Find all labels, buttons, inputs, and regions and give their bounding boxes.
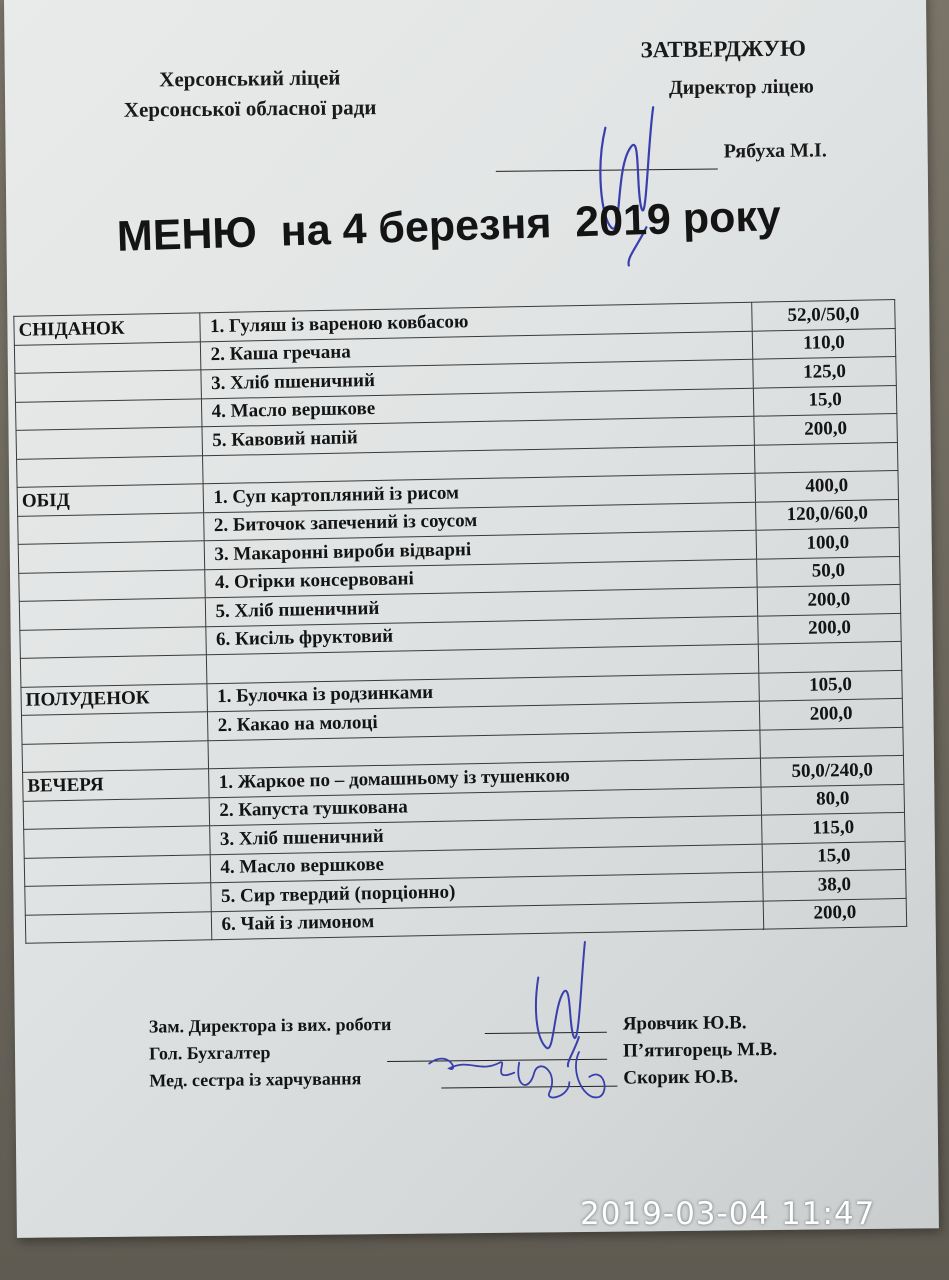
quantity-cell: 15,0	[762, 841, 905, 872]
dish-cell: 5. Хліб пшеничний	[205, 587, 758, 626]
approve-role: Директор ліцею	[668, 75, 815, 100]
meal-cell	[19, 598, 205, 630]
approve-heading: ЗАТВЕРДЖУЮ	[640, 35, 807, 63]
org-line-2: Херсонської обласної ради	[123, 95, 377, 122]
approve-name: Рябуха М.І.	[723, 139, 827, 163]
dish-cell: 4. Масло вершкове	[210, 844, 763, 883]
meal-cell	[18, 512, 204, 544]
meal-cell: ОБІД	[17, 484, 203, 516]
meal-cell	[22, 740, 208, 772]
dish-cell: 3. Макаронні вироби відварні	[204, 530, 757, 569]
quantity-cell	[754, 442, 897, 473]
signature-role: Мед. сестра із харчування	[149, 1068, 362, 1091]
dish-cell: 3. Хліб пшеничний	[209, 815, 762, 854]
meal-cell: ВЕЧЕРЯ	[23, 769, 209, 801]
dish-cell: 6. Кисіль фруктовий	[205, 616, 758, 655]
dish-cell: 5. Кавовий напій	[201, 416, 754, 455]
quantity-cell: 125,0	[753, 356, 896, 387]
dish-cell: 4. Огірки консервовані	[204, 559, 757, 598]
organization-header	[75, 62, 426, 126]
dish-cell: 1. Суп картопляний із рисом	[203, 473, 756, 512]
signature-name: П’ятигорець М.В.	[622, 1038, 778, 1062]
dish-cell: 2. Какао на молоці	[207, 701, 760, 740]
dish-cell: 6. Чай із лимоном	[211, 901, 764, 940]
meal-cell	[15, 398, 201, 430]
dish-cell: 5. Сир твердий (порціонно)	[210, 872, 763, 911]
quantity-cell: 110,0	[752, 328, 895, 359]
menu-table	[13, 299, 907, 944]
approval-block	[474, 35, 875, 179]
signature-name: Скорик Ю.В.	[623, 1066, 739, 1089]
quantity-cell: 120,0/60,0	[756, 499, 899, 530]
meal-cell	[21, 712, 207, 744]
meal-cell	[18, 541, 204, 573]
dish-cell: 2. Каша гречана	[200, 331, 753, 370]
signature-role: Гол. Бухгалтер	[148, 1042, 271, 1064]
meal-cell	[20, 655, 206, 687]
dish-cell: 2. Биточок запечений із соусом	[203, 502, 756, 541]
meal-cell	[25, 911, 211, 943]
quantity-cell	[758, 641, 901, 672]
page-title: МЕНЮ на 4 березня 2019 року	[116, 191, 782, 261]
menu-sheet	[4, 0, 939, 1238]
quantity-cell: 200,0	[763, 898, 906, 929]
dish-cell: 1. Гуляш із вареною ковбасою	[199, 302, 752, 341]
meal-cell: СНІДАНОК	[14, 313, 200, 345]
meal-cell	[24, 854, 210, 886]
quantity-cell: 200,0	[759, 698, 902, 729]
dish-cell: 3. Хліб пшеничний	[200, 359, 753, 398]
meal-cell	[25, 883, 211, 915]
quantity-cell: 200,0	[757, 584, 900, 615]
dish-cell: 1. Жаркое по – домашньому із тушенкою	[208, 758, 761, 797]
signatures-block	[149, 1009, 870, 1098]
quantity-cell: 105,0	[759, 670, 902, 701]
meal-cell: ПОЛУДЕНОК	[21, 683, 207, 715]
quantity-cell: 115,0	[762, 812, 905, 843]
meal-cell	[15, 370, 201, 402]
org-line-1: Херсонський ліцей	[159, 65, 341, 92]
quantity-cell: 50,0/240,0	[760, 755, 903, 786]
quantity-cell: 38,0	[763, 869, 906, 900]
quantity-cell: 15,0	[753, 385, 896, 416]
signature-role: Зам. Директора із вих. роботи	[148, 1014, 392, 1037]
quantity-cell: 80,0	[761, 784, 904, 815]
meal-cell	[24, 826, 210, 858]
quantity-cell: 400,0	[755, 470, 898, 501]
quantity-cell: 52,0/50,0	[752, 299, 895, 330]
quantity-cell: 200,0	[754, 413, 897, 444]
meal-cell	[16, 427, 202, 459]
photo-timestamp: 2019-03-04 11:47	[580, 1196, 876, 1232]
quantity-cell: 50,0	[757, 556, 900, 587]
dish-cell: 1. Булочка із родзинками	[206, 673, 759, 712]
meal-cell	[17, 455, 203, 487]
meal-cell	[19, 569, 205, 601]
quantity-cell: 200,0	[758, 613, 901, 644]
meal-cell	[14, 341, 200, 373]
meal-cell	[20, 626, 206, 658]
signature-name: Яровчик Ю.В.	[622, 1012, 747, 1035]
meal-cell	[23, 797, 209, 829]
quantity-cell: 100,0	[756, 527, 899, 558]
dish-cell: 4. Масло вершкове	[201, 388, 754, 427]
quantity-cell	[760, 727, 903, 758]
dish-cell: 2. Капуста тушкована	[209, 787, 762, 826]
accountant-signature-icon	[419, 1042, 630, 1114]
